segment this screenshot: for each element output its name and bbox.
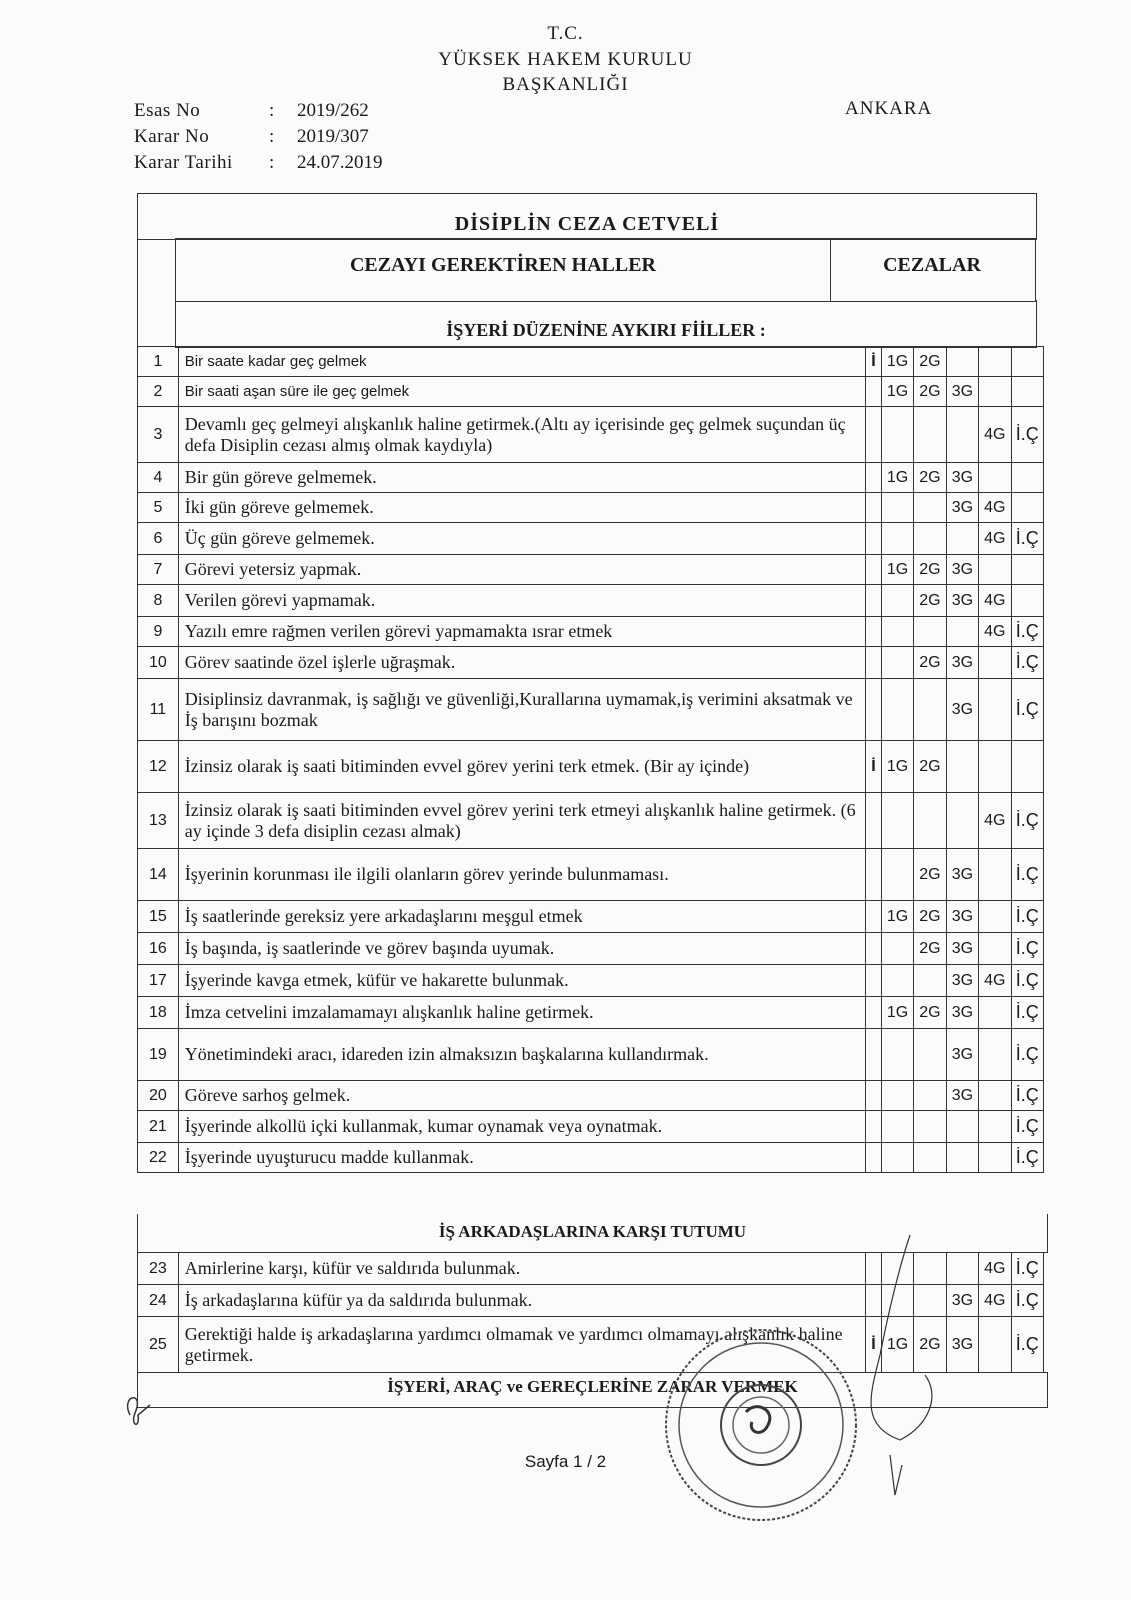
penalty-cell: İ xyxy=(866,1317,882,1373)
row-number: 22 xyxy=(138,1143,179,1173)
penalty-cell xyxy=(881,933,913,965)
section-workplace-order: İŞYERİ DÜZENİNE AYKIRI FİİLLER : xyxy=(175,300,1037,348)
penalty-cell: İ.Ç xyxy=(1011,933,1043,965)
penalty-cell xyxy=(866,407,882,463)
penalty-cell: İ xyxy=(866,347,882,377)
penalty-cell: 2G xyxy=(914,377,946,407)
penalty-cell xyxy=(866,933,882,965)
table-row xyxy=(138,523,1044,555)
penalty-cell xyxy=(866,793,882,849)
offense-text: Üç gün göreve gelmemek. xyxy=(178,523,865,555)
penalty-cell xyxy=(866,463,882,493)
row-number: 2 xyxy=(138,377,179,407)
penalty-cell xyxy=(946,741,978,793)
penalty-cell xyxy=(1011,377,1043,407)
penalty-cell xyxy=(979,997,1011,1029)
header-institution: YÜKSEK HAKEM KURULU xyxy=(438,49,693,70)
row-number: 16 xyxy=(138,933,179,965)
penalty-cell xyxy=(866,493,882,523)
penalty-cell: 1G xyxy=(881,1317,913,1373)
table-row xyxy=(138,493,1044,523)
penalty-cell xyxy=(881,965,913,997)
offense-text: Göreve sarhoş gelmek. xyxy=(178,1081,865,1111)
offense-text: Verilen görevi yapmamak. xyxy=(178,585,865,617)
penalty-cell xyxy=(979,741,1011,793)
penalty-cell xyxy=(866,1143,882,1173)
penalty-cell: İ.Ç xyxy=(1011,523,1043,555)
row-number: 13 xyxy=(138,793,179,849)
table-row xyxy=(138,997,1044,1029)
row-number: 9 xyxy=(138,617,179,647)
offense-text: Devamlı geç gelmeyi alışkanlık haline getirmek.(Altı ay içerisinde geç gelmek suçundan üç defa Disiplin cezası almış olmak kaydıyla) xyxy=(178,407,865,463)
offense-text: Görevi yetersiz yapmak. xyxy=(178,555,865,585)
penalty-cell xyxy=(866,585,882,617)
column-haller: CEZAYI GEREKTİREN HALLER xyxy=(175,238,831,302)
penalty-cell: 1G xyxy=(881,901,913,933)
penalty-cell xyxy=(979,901,1011,933)
penalty-cell: 1G xyxy=(881,377,913,407)
column-cezalar: CEZALAR xyxy=(829,238,1036,302)
offense-text: Amirlerine karşı, küfür ve saldırıda bulunmak. xyxy=(178,1253,865,1285)
penalty-cell xyxy=(979,1317,1011,1373)
penalty-cell xyxy=(866,617,882,647)
header-presidency: BAŞKANLIĞI xyxy=(502,74,629,95)
table-row xyxy=(138,1111,1044,1143)
table-row xyxy=(138,555,1044,585)
penalty-cell xyxy=(946,1253,978,1285)
penalty-cell: 2G xyxy=(914,997,946,1029)
penalty-cell: 2G xyxy=(914,1317,946,1373)
penalty-cell: İ xyxy=(866,741,882,793)
row-number: 17 xyxy=(138,965,179,997)
row-number: 18 xyxy=(138,997,179,1029)
penalty-cell xyxy=(979,377,1011,407)
penalty-cell: 4G xyxy=(979,407,1011,463)
penalty-cell xyxy=(1011,347,1043,377)
penalty-cell xyxy=(946,407,978,463)
penalty-cell: 4G xyxy=(979,523,1011,555)
penalty-cell: 3G xyxy=(946,647,978,679)
table-row xyxy=(138,407,1044,463)
penalty-cell: 4G xyxy=(979,793,1011,849)
penalty-cell: İ.Ç xyxy=(1011,1111,1043,1143)
offense-text: İşyerinde kavga etmek, küfür ve hakarette bulunmak. xyxy=(178,965,865,997)
penalty-cell xyxy=(914,1029,946,1081)
penalty-cell xyxy=(979,463,1011,493)
offense-text: Yazılı emre rağmen verilen görevi yapmamakta ısrar etmek xyxy=(178,617,865,647)
penalty-cell: 3G xyxy=(946,377,978,407)
penalty-cell xyxy=(881,679,913,741)
penalty-cell xyxy=(979,555,1011,585)
offense-text: Disiplinsiz davranmak, iş sağlığı ve güvenliği,Kurallarına uymamak,iş verimini aksatmak ve İş barışını bozmak xyxy=(178,679,865,741)
penalty-cell: İ.Ç xyxy=(1011,849,1043,901)
table-row xyxy=(138,679,1044,741)
penalty-cell xyxy=(1011,463,1043,493)
row-number: 12 xyxy=(138,741,179,793)
case-meta: Esas No : 2019/262 Karar No : 2019/307 Karar Tarihi : 24.07.2019 xyxy=(134,98,383,176)
penalty-cell: İ.Ç xyxy=(1011,1253,1043,1285)
penalty-cell: 4G xyxy=(979,493,1011,523)
row-number: 19 xyxy=(138,1029,179,1081)
section-equipment: İŞYERİ, ARAÇ ve GEREÇLERİNE ZARAR VERMEK xyxy=(137,1372,1048,1408)
offense-text: İşyerinin korunması ile ilgili olanların görev yerinde bulunmaması. xyxy=(178,849,865,901)
penalty-cell xyxy=(946,1143,978,1173)
penalty-cell xyxy=(914,407,946,463)
offense-text: İzinsiz olarak iş saati bitiminden evvel görev yerini terk etmek. (Bir ay içinde) xyxy=(178,741,865,793)
row-number: 5 xyxy=(138,493,179,523)
header-spacer xyxy=(137,238,176,348)
offense-text: Gerektiği halde iş arkadaşlarına yardımcı olmamak ve yardımcı olmamayı alışkanlık haline getirmek. xyxy=(178,1317,865,1373)
row-number: 20 xyxy=(138,1081,179,1111)
penalty-cell: 2G xyxy=(914,585,946,617)
penalty-cell: 2G xyxy=(914,647,946,679)
penalty-cell xyxy=(866,377,882,407)
penalty-cell xyxy=(881,1029,913,1081)
offense-text: İş saatlerinde gereksiz yere arkadaşlarını meşgul etmek xyxy=(178,901,865,933)
table-row xyxy=(138,1143,1044,1173)
penalty-cell xyxy=(881,1111,913,1143)
penalty-cell xyxy=(866,679,882,741)
penalty-cell: 2G xyxy=(914,933,946,965)
meta-key: Karar Tarihi xyxy=(134,152,233,173)
offense-text: İzinsiz olarak iş saati bitiminden evvel görev yerini terk etmeyi alışkanlık haline getirmek. (6 ay içinde 3 defa disiplin cezası almak) xyxy=(178,793,865,849)
penalty-cell: İ.Ç xyxy=(1011,1285,1043,1317)
penalty-cell xyxy=(881,585,913,617)
penalty-cell: 3G xyxy=(946,901,978,933)
penalty-cell xyxy=(914,1081,946,1111)
penalty-cell xyxy=(914,493,946,523)
table-row xyxy=(138,463,1044,493)
offense-text: İmza cetvelini imzalamamayı alışkanlık haline getirmek. xyxy=(178,997,865,1029)
penalty-cell xyxy=(881,493,913,523)
penalty-cell xyxy=(866,1111,882,1143)
row-number: 14 xyxy=(138,849,179,901)
row-number: 6 xyxy=(138,523,179,555)
penalty-cell xyxy=(979,647,1011,679)
row-number: 23 xyxy=(138,1253,179,1285)
offense-text: Yönetimindeki aracı, idareden izin almaksızın başkalarına kullandırmak. xyxy=(178,1029,865,1081)
row-number: 7 xyxy=(138,555,179,585)
penalty-cell xyxy=(1011,493,1043,523)
offense-text: İki gün göreve gelmemek. xyxy=(178,493,865,523)
row-number: 4 xyxy=(138,463,179,493)
penalty-cell xyxy=(946,347,978,377)
penalty-cell xyxy=(979,1081,1011,1111)
penalty-cell: 4G xyxy=(979,965,1011,997)
penalty-cell: 2G xyxy=(914,741,946,793)
penalty-cell xyxy=(914,1143,946,1173)
penalty-cell: 3G xyxy=(946,679,978,741)
penalty-cell: İ.Ç xyxy=(1011,997,1043,1029)
penalty-cell xyxy=(866,1029,882,1081)
penalty-cell xyxy=(914,679,946,741)
table-row xyxy=(138,377,1044,407)
penalty-cell: 3G xyxy=(946,463,978,493)
row-number: 3 xyxy=(138,407,179,463)
table-row xyxy=(138,965,1044,997)
row-number: 1 xyxy=(138,347,179,377)
penalty-cell xyxy=(881,617,913,647)
table-row xyxy=(138,849,1044,901)
penalty-cell xyxy=(881,407,913,463)
penalty-cell: 2G xyxy=(914,849,946,901)
penalty-cell xyxy=(979,1029,1011,1081)
penalty-cell xyxy=(979,679,1011,741)
penalty-cell: İ.Ç xyxy=(1011,901,1043,933)
penalty-cell: 2G xyxy=(914,347,946,377)
penalty-cell: 2G xyxy=(914,901,946,933)
penalty-cell xyxy=(881,849,913,901)
penalty-cell: İ.Ç xyxy=(1011,647,1043,679)
row-number: 15 xyxy=(138,901,179,933)
table-row xyxy=(138,617,1044,647)
penalty-cell: İ.Ç xyxy=(1011,1081,1043,1111)
penalty-cell xyxy=(914,617,946,647)
penalty-cell xyxy=(866,901,882,933)
penalty-cell: 3G xyxy=(946,555,978,585)
row-number: 8 xyxy=(138,585,179,617)
row-number: 21 xyxy=(138,1111,179,1143)
row-number: 11 xyxy=(138,679,179,741)
row-number: 10 xyxy=(138,647,179,679)
row-number: 25 xyxy=(138,1317,179,1373)
penalty-cell: 3G xyxy=(946,997,978,1029)
penalty-cell xyxy=(979,933,1011,965)
penalty-cell: 3G xyxy=(946,933,978,965)
meta-key: Karar No xyxy=(134,126,210,147)
page-number: Sayfa 1 / 2 xyxy=(524,1452,607,1471)
penalty-cell xyxy=(979,1143,1011,1173)
official-stamp xyxy=(656,1320,866,1530)
penalty-cell xyxy=(979,849,1011,901)
penalty-cell: 1G xyxy=(881,741,913,793)
penalty-cell: 1G xyxy=(881,347,913,377)
section-colleagues: İŞ ARKADAŞLARINA KARŞI TUTUMU xyxy=(137,1214,1048,1253)
table-row xyxy=(138,933,1044,965)
place: ANKARA xyxy=(845,98,933,119)
penalty-cell: 3G xyxy=(946,1029,978,1081)
table-row xyxy=(138,585,1044,617)
meta-value: 2019/262 xyxy=(297,100,369,121)
penalty-cell xyxy=(946,793,978,849)
table-row xyxy=(138,793,1044,849)
penalty-cell: 4G xyxy=(979,1285,1011,1317)
penalty-cell xyxy=(866,647,882,679)
penalty-cell: 2G xyxy=(914,463,946,493)
table-row xyxy=(138,347,1044,377)
penalty-cell xyxy=(1011,741,1043,793)
offense-text: Bir gün göreve gelmemek. xyxy=(178,463,865,493)
penalty-cell xyxy=(866,997,882,1029)
offense-text: İşyerinde alkollü içki kullanmak, kumar oynamak veya oynatmak. xyxy=(178,1111,865,1143)
penalty-cell xyxy=(1011,555,1043,585)
penalty-cell xyxy=(866,555,882,585)
penalty-cell: 3G xyxy=(946,1081,978,1111)
penalty-cell xyxy=(866,849,882,901)
penalty-cell xyxy=(866,523,882,555)
penalty-cell xyxy=(866,1081,882,1111)
table-row xyxy=(138,741,1044,793)
penalty-cell: 3G xyxy=(946,1317,978,1373)
penalty-cell xyxy=(946,617,978,647)
penalty-cell: 1G xyxy=(881,555,913,585)
penalty-cell xyxy=(914,523,946,555)
penalty-cell: 3G xyxy=(946,585,978,617)
penalty-cell xyxy=(914,965,946,997)
meta-value: 2019/307 xyxy=(297,126,369,147)
penalty-cell xyxy=(946,1111,978,1143)
offense-text: İşyerinde uyuşturucu madde kullanmak. xyxy=(178,1143,865,1173)
offense-text: İş arkadaşlarına küfür ya da saldırıda bulunmak. xyxy=(178,1285,865,1317)
penalty-cell: 3G xyxy=(946,849,978,901)
penalty-cell: İ.Ç xyxy=(1011,1143,1043,1173)
penalty-cell: 3G xyxy=(946,493,978,523)
penalty-cell xyxy=(881,1143,913,1173)
penalty-cell: 3G xyxy=(946,1285,978,1317)
offense-text: İş başında, iş saatlerinde ve görev başında uyumak. xyxy=(178,933,865,965)
header-tc: T.C. xyxy=(547,23,584,44)
penalty-cell: İ.Ç xyxy=(1011,793,1043,849)
penalty-cell: 2G xyxy=(914,555,946,585)
table-row xyxy=(138,647,1044,679)
penalty-cell xyxy=(881,793,913,849)
table-row xyxy=(138,901,1044,933)
table-title: DİSİPLİN CEZA CETVELİ xyxy=(137,193,1037,240)
penalty-cell xyxy=(979,347,1011,377)
penalty-cell xyxy=(881,647,913,679)
table-row xyxy=(138,1029,1044,1081)
offense-text: Bir saate kadar geç gelmek xyxy=(178,347,865,377)
penalty-cell xyxy=(946,523,978,555)
penalty-cell: 4G xyxy=(979,617,1011,647)
penalty-cell: 4G xyxy=(979,585,1011,617)
penalty-cell xyxy=(881,1081,913,1111)
penalty-cell: 1G xyxy=(881,997,913,1029)
penalty-cell xyxy=(914,1111,946,1143)
penalty-cell: İ.Ç xyxy=(1011,407,1043,463)
penalty-cell xyxy=(914,793,946,849)
handwritten-mark xyxy=(110,1385,170,1435)
penalty-cell xyxy=(1011,585,1043,617)
offense-text: Bir saati aşan süre ile geç gelmek xyxy=(178,377,865,407)
meta-key: Esas No xyxy=(134,100,201,121)
penalty-cell: 3G xyxy=(946,965,978,997)
penalty-cell: İ.Ç xyxy=(1011,617,1043,647)
penalty-table xyxy=(137,346,1044,1173)
penalty-cell xyxy=(979,1111,1011,1143)
penalty-cell xyxy=(881,523,913,555)
row-number: 24 xyxy=(138,1285,179,1317)
penalty-cell xyxy=(866,965,882,997)
table-row xyxy=(138,1081,1044,1111)
penalty-cell: İ.Ç xyxy=(1011,1317,1043,1373)
offense-text: Görev saatinde özel işlerle uğraşmak. xyxy=(178,647,865,679)
penalty-cell: İ.Ç xyxy=(1011,965,1043,997)
penalty-cell: İ.Ç xyxy=(1011,1029,1043,1081)
penalty-cell: 1G xyxy=(881,463,913,493)
penalty-cell: İ.Ç xyxy=(1011,679,1043,741)
meta-value: 24.07.2019 xyxy=(297,152,383,173)
penalty-cell: 4G xyxy=(979,1253,1011,1285)
